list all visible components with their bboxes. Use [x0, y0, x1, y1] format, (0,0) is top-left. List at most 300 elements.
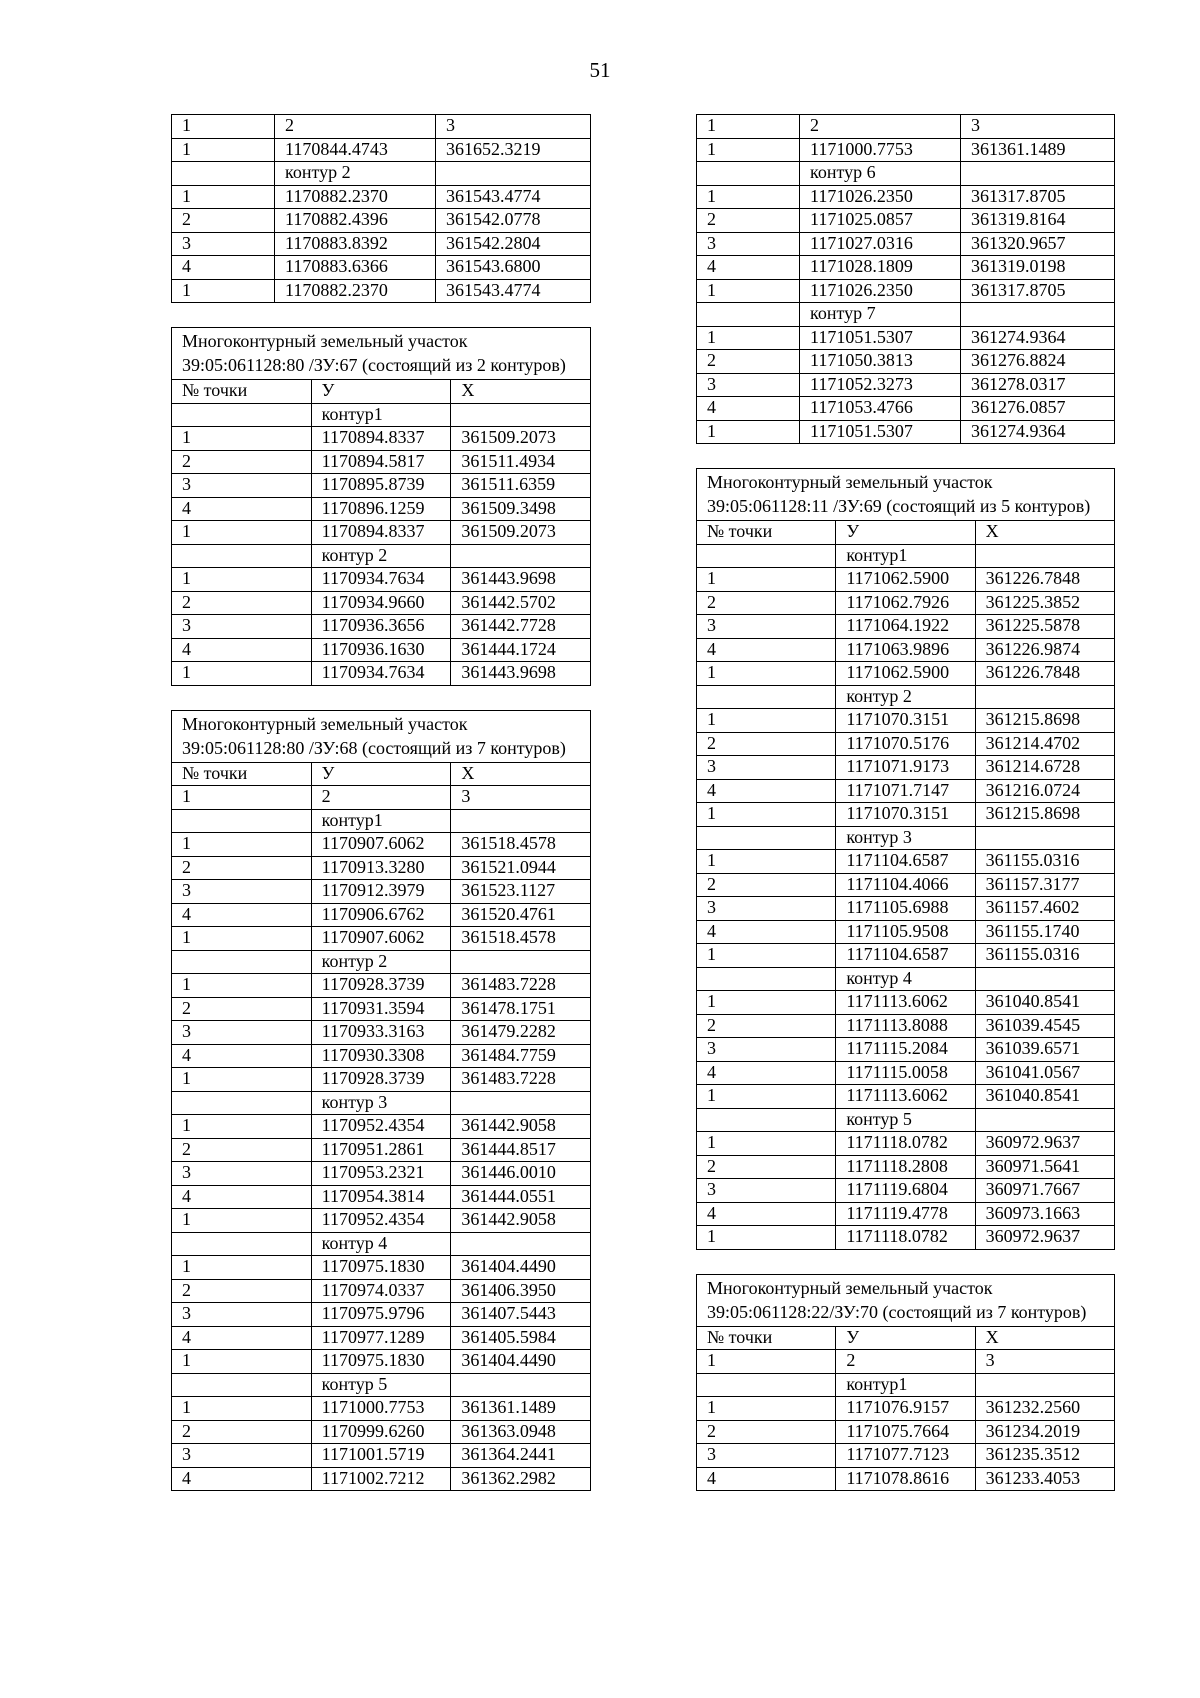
y-coordinate-cell: контур 3 [311, 1091, 451, 1115]
x-coordinate-cell: 361478.1751 [451, 997, 591, 1021]
x-coordinate-cell: 360973.1663 [975, 1202, 1114, 1226]
x-coordinate-cell: 361543.6800 [436, 256, 591, 280]
x-coordinate-cell: Х [451, 380, 591, 404]
point-number-cell: 1 [172, 1397, 312, 1421]
point-number-cell: 3 [172, 1444, 312, 1468]
point-number-cell [172, 544, 312, 568]
x-coordinate-cell: 361652.3219 [436, 138, 591, 162]
point-number-cell: 3 [697, 756, 836, 780]
point-number-cell [697, 303, 800, 327]
table-row [697, 944, 1115, 968]
table-row [172, 521, 591, 545]
x-coordinate-cell: 361155.1740 [975, 920, 1114, 944]
y-coordinate-cell: контур 2 [836, 685, 975, 709]
x-coordinate-cell: 361518.4578 [451, 833, 591, 857]
y-coordinate-cell: 1171026.2350 [800, 185, 961, 209]
y-coordinate-cell: 1170928.3739 [311, 1068, 451, 1092]
x-coordinate-cell [436, 162, 591, 186]
table-row [697, 1397, 1115, 1421]
table-caption: Многоконтурный земельный участок 39:05:061128:22/ЗУ:70 (состоящий из 7 контуров) [697, 1274, 1115, 1326]
point-number-cell: 3 [172, 232, 275, 256]
y-coordinate-cell: 1170954.3814 [311, 1185, 451, 1209]
table-row [697, 991, 1115, 1015]
y-coordinate-cell: 1171104.6587 [836, 850, 975, 874]
table-row [172, 209, 591, 233]
y-coordinate-cell: 1171026.2350 [800, 279, 961, 303]
x-coordinate-cell: 361276.8824 [961, 350, 1115, 374]
table-row [697, 967, 1115, 991]
point-number-cell [697, 826, 836, 850]
table-row [697, 256, 1115, 280]
point-number-cell: 3 [697, 1444, 836, 1468]
coordinate-table [171, 114, 591, 303]
x-coordinate-cell: 361361.1489 [451, 1397, 591, 1421]
point-number-cell: 3 [697, 232, 800, 256]
x-coordinate-cell: 361483.7228 [451, 974, 591, 998]
table-row [172, 786, 591, 810]
table-row [172, 1068, 591, 1092]
table-row [172, 450, 591, 474]
point-number-cell: 3 [697, 1038, 836, 1062]
table-row [697, 162, 1115, 186]
x-coordinate-cell: 361442.9058 [451, 1209, 591, 1233]
point-number-cell [172, 1373, 312, 1397]
y-coordinate-cell: 2 [800, 115, 961, 139]
table-row [697, 1444, 1115, 1468]
table-row [697, 1155, 1115, 1179]
x-coordinate-cell: 361404.4490 [451, 1256, 591, 1280]
y-coordinate-cell: У [311, 762, 451, 786]
point-number-cell [172, 950, 312, 974]
y-coordinate-cell: контур 2 [311, 544, 451, 568]
point-number-cell [697, 1373, 836, 1397]
point-number-cell [172, 1232, 312, 1256]
x-coordinate-cell: 361226.9874 [975, 638, 1114, 662]
point-number-cell: 2 [697, 591, 836, 615]
y-coordinate-cell: 1170953.2321 [311, 1162, 451, 1186]
y-coordinate-cell: 1171064.1922 [836, 615, 975, 639]
point-number-cell: 2 [172, 591, 312, 615]
table-caption: Многоконтурный земельный участок 39:05:061128:80 /ЗУ:67 (состоящий из 2 контуров) [172, 328, 591, 380]
y-coordinate-cell: контур 5 [836, 1108, 975, 1132]
point-number-cell: 4 [697, 920, 836, 944]
y-coordinate-cell: 1171001.5719 [311, 1444, 451, 1468]
point-number-cell: 1 [697, 1350, 836, 1374]
table-row [172, 762, 591, 786]
table-row [172, 1444, 591, 1468]
x-coordinate-cell: Х [975, 521, 1114, 545]
point-number-cell: 3 [172, 615, 312, 639]
table-row [172, 1467, 591, 1491]
table-row [172, 662, 591, 686]
x-coordinate-cell: 361234.2019 [975, 1420, 1114, 1444]
y-coordinate-cell: 1170931.3594 [311, 997, 451, 1021]
y-coordinate-cell: 1170894.8337 [311, 521, 451, 545]
x-coordinate-cell: 361155.0316 [975, 850, 1114, 874]
y-coordinate-cell: 1170974.0337 [311, 1279, 451, 1303]
table-row [172, 856, 591, 880]
table-row [697, 326, 1115, 350]
point-number-cell: 4 [697, 256, 800, 280]
table-row [697, 279, 1115, 303]
y-coordinate-cell: 1171062.5900 [836, 662, 975, 686]
x-coordinate-cell [975, 685, 1114, 709]
table-row [172, 162, 591, 186]
x-coordinate-cell: 361444.1724 [451, 638, 591, 662]
x-coordinate-cell: 361521.0944 [451, 856, 591, 880]
point-number-cell: № точки [697, 521, 836, 545]
y-coordinate-cell: 1170975.1830 [311, 1350, 451, 1374]
y-coordinate-cell: 1170907.6062 [311, 833, 451, 857]
y-coordinate-cell: 1171078.8616 [836, 1467, 975, 1491]
point-number-cell [172, 1091, 312, 1115]
y-coordinate-cell: 1170936.3656 [311, 615, 451, 639]
y-coordinate-cell: 1171119.4778 [836, 1202, 975, 1226]
x-coordinate-cell: Х [975, 1326, 1114, 1350]
y-coordinate-cell: контур1 [311, 403, 451, 427]
x-coordinate-cell [451, 544, 591, 568]
point-number-cell: 3 [697, 897, 836, 921]
table-row [172, 1303, 591, 1327]
table-caption-row [172, 710, 591, 762]
x-coordinate-cell [451, 1232, 591, 1256]
y-coordinate-cell: 1171070.3151 [836, 803, 975, 827]
x-coordinate-cell: 3 [975, 1350, 1114, 1374]
point-number-cell: 1 [172, 662, 312, 686]
y-coordinate-cell: 1170977.1289 [311, 1326, 451, 1350]
table-row [172, 591, 591, 615]
x-coordinate-cell: Х [451, 762, 591, 786]
point-number-cell: 1 [697, 709, 836, 733]
point-number-cell: 3 [697, 1179, 836, 1203]
point-number-cell: 1 [172, 138, 275, 162]
table-row [172, 1350, 591, 1374]
x-coordinate-cell: 361364.2441 [451, 1444, 591, 1468]
y-coordinate-cell: 1170934.7634 [311, 662, 451, 686]
table-row [697, 1085, 1115, 1109]
y-coordinate-cell: 1170999.6260 [311, 1420, 451, 1444]
y-coordinate-cell: 1171113.6062 [836, 991, 975, 1015]
point-number-cell: 1 [172, 279, 275, 303]
y-coordinate-cell: 1170882.4396 [275, 209, 436, 233]
point-number-cell: 1 [697, 662, 836, 686]
point-number-cell: 1 [697, 279, 800, 303]
x-coordinate-cell: 361446.0010 [451, 1162, 591, 1186]
table-row [697, 138, 1115, 162]
point-number-cell: 1 [172, 115, 275, 139]
table-row [697, 1202, 1115, 1226]
point-number-cell: 1 [172, 1256, 312, 1280]
x-coordinate-cell: 361216.0724 [975, 779, 1114, 803]
point-number-cell: 1 [697, 115, 800, 139]
x-coordinate-cell [451, 809, 591, 833]
y-coordinate-cell: 1171118.0782 [836, 1226, 975, 1250]
table-row [697, 115, 1115, 139]
x-coordinate-cell: 361442.9058 [451, 1115, 591, 1139]
table-row [697, 1326, 1115, 1350]
table-row [172, 903, 591, 927]
y-coordinate-cell: 1170913.3280 [311, 856, 451, 880]
table-row [172, 1115, 591, 1139]
point-number-cell: 4 [172, 638, 312, 662]
y-coordinate-cell: 1171075.7664 [836, 1420, 975, 1444]
x-coordinate-cell: 361479.2282 [451, 1021, 591, 1045]
point-number-cell: 2 [172, 1420, 312, 1444]
table-row [697, 615, 1115, 639]
x-coordinate-cell [961, 303, 1115, 327]
table-row [697, 544, 1115, 568]
table-row [172, 880, 591, 904]
point-number-cell: 4 [172, 1467, 312, 1491]
y-coordinate-cell: 1170906.6762 [311, 903, 451, 927]
point-number-cell: № точки [697, 1326, 836, 1350]
table-row [172, 256, 591, 280]
point-number-cell [697, 544, 836, 568]
table-row [697, 850, 1115, 874]
y-coordinate-cell: 2 [275, 115, 436, 139]
x-coordinate-cell: 361406.3950 [451, 1279, 591, 1303]
y-coordinate-cell: 1170951.2861 [311, 1138, 451, 1162]
y-coordinate-cell: 1171105.9508 [836, 920, 975, 944]
y-coordinate-cell: контур 3 [836, 826, 975, 850]
point-number-cell: 1 [697, 850, 836, 874]
point-number-cell: 4 [697, 638, 836, 662]
table-row [697, 756, 1115, 780]
table-row [172, 1138, 591, 1162]
table-row [172, 1091, 591, 1115]
y-coordinate-cell: 1171105.6988 [836, 897, 975, 921]
table-row [172, 809, 591, 833]
x-coordinate-cell: 361509.3498 [451, 497, 591, 521]
x-coordinate-cell: 361276.0857 [961, 397, 1115, 421]
y-coordinate-cell: У [311, 380, 451, 404]
y-coordinate-cell: 1170912.3979 [311, 880, 451, 904]
y-coordinate-cell: контур 2 [275, 162, 436, 186]
point-number-cell [697, 967, 836, 991]
table-row [697, 920, 1115, 944]
table-row [697, 1373, 1115, 1397]
point-number-cell: 4 [172, 1185, 312, 1209]
x-coordinate-cell [975, 1373, 1114, 1397]
x-coordinate-cell: 361225.5878 [975, 615, 1114, 639]
table-row [697, 209, 1115, 233]
table-row [172, 427, 591, 451]
x-coordinate-cell: 361274.9364 [961, 420, 1115, 444]
table-row [172, 1044, 591, 1068]
point-number-cell [172, 162, 275, 186]
y-coordinate-cell: 1170894.8337 [311, 427, 451, 451]
x-coordinate-cell: 361226.7848 [975, 662, 1114, 686]
x-coordinate-cell: 3 [436, 115, 591, 139]
table-row [697, 826, 1115, 850]
point-number-cell: 2 [172, 997, 312, 1021]
point-number-cell: 2 [172, 1279, 312, 1303]
table-row [172, 638, 591, 662]
y-coordinate-cell: 1170934.9660 [311, 591, 451, 615]
x-coordinate-cell: 361361.1489 [961, 138, 1115, 162]
y-coordinate-cell: 1170936.1630 [311, 638, 451, 662]
table-row [697, 373, 1115, 397]
point-number-cell: 3 [172, 474, 312, 498]
table-row [172, 833, 591, 857]
y-coordinate-cell: 1171077.7123 [836, 1444, 975, 1468]
right-column [696, 114, 1115, 1515]
point-number-cell: 4 [172, 1326, 312, 1350]
point-number-cell: 1 [697, 326, 800, 350]
table-row [697, 232, 1115, 256]
table-row [697, 1467, 1115, 1491]
x-coordinate-cell [451, 1091, 591, 1115]
point-number-cell [172, 809, 312, 833]
x-coordinate-cell: 361542.0778 [436, 209, 591, 233]
left-column [171, 114, 591, 1515]
point-number-cell: 4 [697, 779, 836, 803]
point-number-cell: 1 [697, 803, 836, 827]
y-coordinate-cell: 1170975.9796 [311, 1303, 451, 1327]
table-row [697, 185, 1115, 209]
table-row [172, 138, 591, 162]
table-row [172, 615, 591, 639]
point-number-cell: 1 [172, 427, 312, 451]
y-coordinate-cell: контур 4 [836, 967, 975, 991]
x-coordinate-cell [451, 403, 591, 427]
y-coordinate-cell: контур 4 [311, 1232, 451, 1256]
point-number-cell: 4 [172, 256, 275, 280]
y-coordinate-cell: контур 2 [311, 950, 451, 974]
x-coordinate-cell: 361157.3177 [975, 873, 1114, 897]
x-coordinate-cell: 361511.6359 [451, 474, 591, 498]
x-coordinate-cell: 361317.8705 [961, 185, 1115, 209]
table-row [697, 897, 1115, 921]
point-number-cell: 2 [172, 450, 312, 474]
y-coordinate-cell: контур 5 [311, 1373, 451, 1397]
point-number-cell: 1 [172, 185, 275, 209]
point-number-cell: 2 [697, 1420, 836, 1444]
x-coordinate-cell: 361362.2982 [451, 1467, 591, 1491]
point-number-cell: 3 [172, 880, 312, 904]
y-coordinate-cell: 2 [311, 786, 451, 810]
y-coordinate-cell: 1170934.7634 [311, 568, 451, 592]
x-coordinate-cell: 361405.5984 [451, 1326, 591, 1350]
table-row [172, 1397, 591, 1421]
table-row [172, 232, 591, 256]
point-number-cell: 1 [172, 1350, 312, 1374]
y-coordinate-cell: 1171002.7212 [311, 1467, 451, 1491]
y-coordinate-cell: 1170952.4354 [311, 1115, 451, 1139]
table-row [172, 1021, 591, 1045]
x-coordinate-cell: 361509.2073 [451, 521, 591, 545]
table-row [172, 497, 591, 521]
point-number-cell: 1 [697, 1226, 836, 1250]
point-number-cell: 3 [172, 1303, 312, 1327]
x-coordinate-cell: 361274.9364 [961, 326, 1115, 350]
table-row [172, 1420, 591, 1444]
y-coordinate-cell: контур 6 [800, 162, 961, 186]
y-coordinate-cell: 1171051.5307 [800, 326, 961, 350]
x-coordinate-cell: 361523.1127 [451, 880, 591, 904]
x-coordinate-cell: 361214.4702 [975, 732, 1114, 756]
x-coordinate-cell: 360971.5641 [975, 1155, 1114, 1179]
y-coordinate-cell: 1171071.7147 [836, 779, 975, 803]
table-row [697, 303, 1115, 327]
x-coordinate-cell: 360971.7667 [975, 1179, 1114, 1203]
x-coordinate-cell: 361235.3512 [975, 1444, 1114, 1468]
x-coordinate-cell: 360972.9637 [975, 1132, 1114, 1156]
y-coordinate-cell: 1171053.4766 [800, 397, 961, 421]
y-coordinate-cell: 1171113.8088 [836, 1014, 975, 1038]
x-coordinate-cell: 361363.0948 [451, 1420, 591, 1444]
x-coordinate-cell: 361509.2073 [451, 427, 591, 451]
point-number-cell: 4 [172, 903, 312, 927]
table-row [172, 1162, 591, 1186]
table-row [172, 1232, 591, 1256]
table-row [172, 544, 591, 568]
point-number-cell [172, 403, 312, 427]
x-coordinate-cell: 3 [961, 115, 1115, 139]
point-number-cell: 1 [697, 1132, 836, 1156]
y-coordinate-cell: 1170952.4354 [311, 1209, 451, 1233]
table-row [172, 474, 591, 498]
y-coordinate-cell: 1171071.9173 [836, 756, 975, 780]
table-row [172, 380, 591, 404]
y-coordinate-cell: 1170930.3308 [311, 1044, 451, 1068]
y-coordinate-cell: 1171113.6062 [836, 1085, 975, 1109]
point-number-cell: 2 [697, 209, 800, 233]
table-row [172, 1185, 591, 1209]
coordinate-table [696, 1274, 1115, 1492]
point-number-cell: 1 [697, 991, 836, 1015]
table-row [697, 662, 1115, 686]
point-number-cell: 3 [172, 1162, 312, 1186]
y-coordinate-cell: 1171063.9896 [836, 638, 975, 662]
x-coordinate-cell: 361511.4934 [451, 450, 591, 474]
y-coordinate-cell: 1171119.6804 [836, 1179, 975, 1203]
x-coordinate-cell: 361319.8164 [961, 209, 1115, 233]
table-row [697, 397, 1115, 421]
x-coordinate-cell [975, 544, 1114, 568]
y-coordinate-cell: контур1 [311, 809, 451, 833]
table-row [697, 1179, 1115, 1203]
y-coordinate-cell: 1171000.7753 [311, 1397, 451, 1421]
x-coordinate-cell [975, 967, 1114, 991]
table-row [172, 1256, 591, 1280]
x-coordinate-cell: 361041.0567 [975, 1061, 1114, 1085]
table-row [697, 1014, 1115, 1038]
point-number-cell: 2 [697, 732, 836, 756]
table-row [697, 350, 1115, 374]
point-number-cell: 2 [172, 1138, 312, 1162]
table-row [172, 115, 591, 139]
table-row [697, 1132, 1115, 1156]
point-number-cell [697, 1108, 836, 1132]
coordinate-table [696, 114, 1115, 444]
point-number-cell: 1 [697, 568, 836, 592]
x-coordinate-cell: 361443.9698 [451, 568, 591, 592]
y-coordinate-cell: 1171070.5176 [836, 732, 975, 756]
x-coordinate-cell: 361215.8698 [975, 709, 1114, 733]
y-coordinate-cell: 1170882.2370 [275, 279, 436, 303]
point-number-cell: 3 [697, 373, 800, 397]
table-row [172, 997, 591, 1021]
table-row [697, 521, 1115, 545]
x-coordinate-cell: 361543.4774 [436, 185, 591, 209]
x-coordinate-cell: 361518.4578 [451, 927, 591, 951]
table-caption: Многоконтурный земельный участок 39:05:061128:11 /ЗУ:69 (состоящий из 5 контуров) [697, 469, 1115, 521]
point-number-cell: 4 [172, 1044, 312, 1068]
y-coordinate-cell: 1171115.2084 [836, 1038, 975, 1062]
x-coordinate-cell [975, 1108, 1114, 1132]
point-number-cell: 4 [172, 497, 312, 521]
